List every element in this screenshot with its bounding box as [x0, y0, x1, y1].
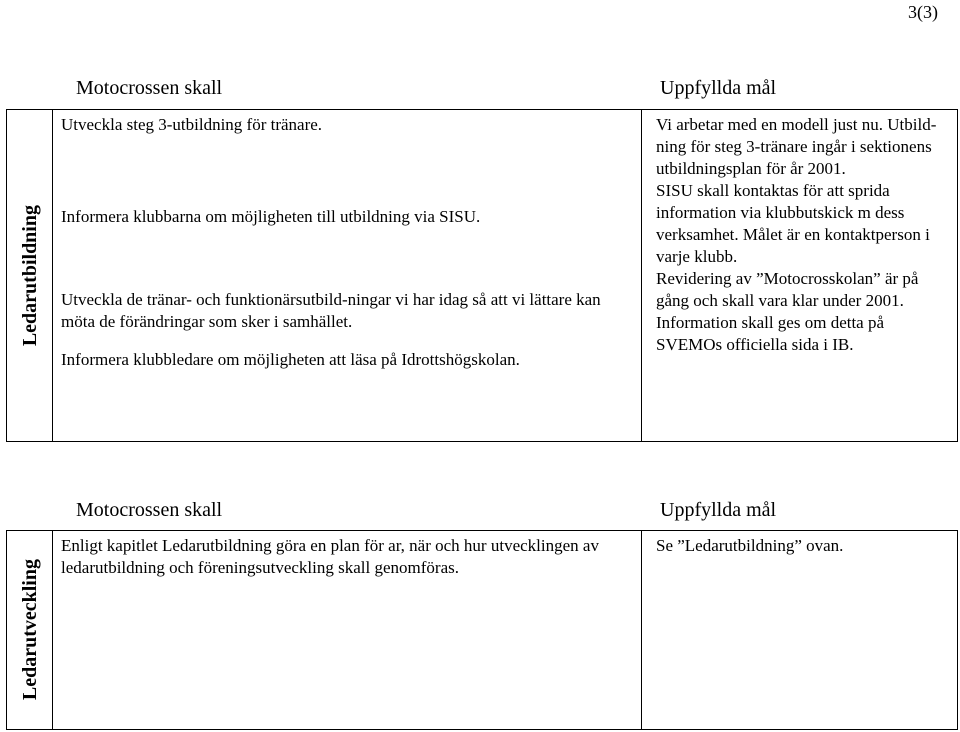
section2-left-heading: Motocrossen skall [76, 499, 223, 521]
section1-right-heading: Uppfyllda mål [660, 77, 777, 99]
section1-results-cell [642, 110, 958, 442]
result-item: SISU skall kontaktas för att sprida information via klubbutskick m dess verksamhet. Målet är en kontaktperson i varje klubb. [656, 181, 930, 266]
section2-right-heading: Uppfyllda mål [660, 499, 777, 521]
section2-goals-cell [53, 531, 642, 730]
page-number: 3(3) [908, 2, 938, 22]
ledarutveckling-table [6, 530, 958, 730]
section2-side-label: Ledarutveckling [18, 559, 41, 701]
section1-left-heading: Motocrossen skall [76, 77, 223, 99]
goal-item: Utveckla steg 3-utbildning för tränare. [61, 115, 323, 134]
section1-side-label: Ledarutbildning [18, 204, 41, 347]
section2-label-cell [7, 531, 53, 730]
result-text: Se ”Ledarutbildning” ovan. [656, 536, 844, 555]
goal-item: Utveckla de tränar- och funktionärsutbild-ningar vi har idag så att vi lättare kan möta de förändringar som sker i samhället. [61, 290, 601, 331]
section1-goals-cell [53, 110, 642, 442]
goal-text: Enligt kapitlet Ledarutbildning göra en plan för ar, när och hur utvecklingen av ledarutbildning och föreningsutveckling skall genomföras. [61, 536, 599, 577]
result-item: Revidering av ”Motocrosskolan” är på gång och skall vara klar under 2001. [656, 269, 919, 310]
section1-label-cell [7, 110, 53, 442]
ledarutbildning-table [6, 109, 958, 442]
goal-item: Informera klubbledare om möjligheten att läsa på Idrottshögskolan. [61, 350, 520, 369]
goal-item: Informera klubbarna om möjligheten till utbildning via SISU. [61, 207, 481, 226]
result-item: Information skall ges om detta på SVEMOs officiella sida i IB. [656, 313, 885, 354]
result-item: Vi arbetar med en modell just nu. Utbild-ning för steg 3-tränare ingår i sektionens utbildningsplan för år 2001. [656, 115, 937, 178]
section2-results-cell [642, 531, 958, 730]
